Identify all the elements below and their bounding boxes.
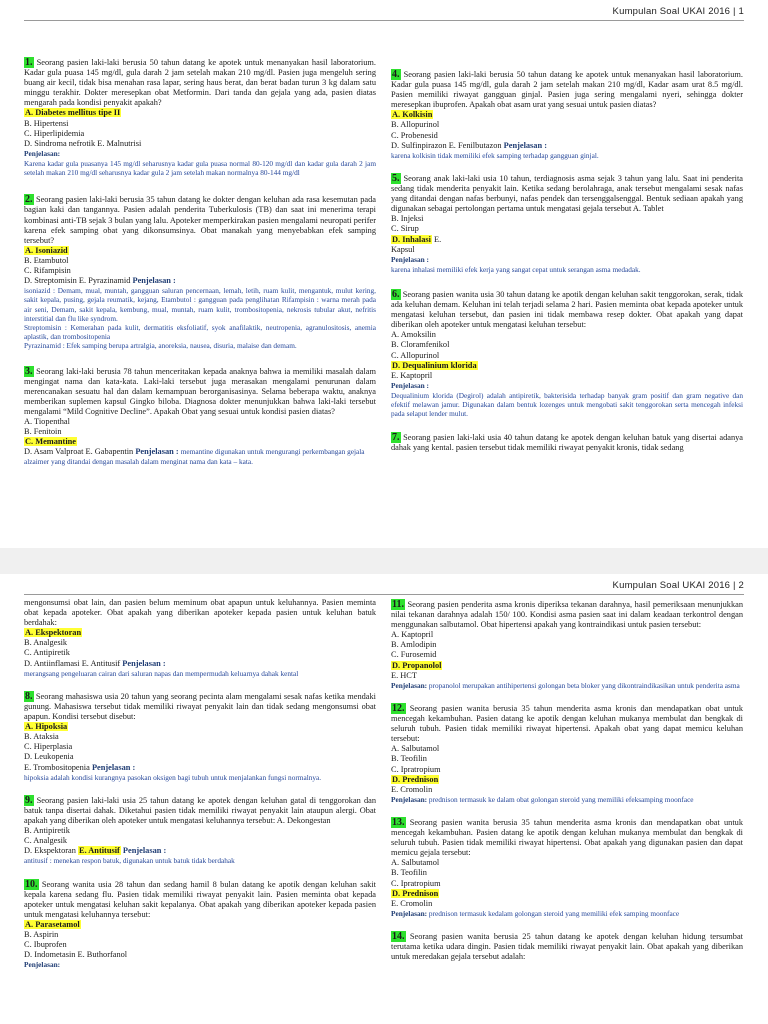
- option: B. Analgesik: [24, 638, 68, 648]
- question-5: [391, 174, 743, 274]
- question-number: 5.: [392, 172, 400, 184]
- question-stem: Seorang pasien wanita berusia 35 tahun menderita asma kronis dan mendapatkan obat untuk mencegah kekambuhan. Pasien datang ke apotik dengan keluhan mukanya membulat dan bengkak di seluruh tubuh. Pasien tidak memiliki riwayat hipertensi. Obat apakah yang digunakan pasien dan dapat memicu gejala tersebut:: [391, 818, 743, 858]
- answer-option: A. Kolkisin: [392, 110, 433, 120]
- option: E. Kaptopril: [391, 370, 433, 380]
- option: A. Amoksilin: [391, 330, 436, 340]
- right-column: [391, 600, 743, 971]
- question-14: [391, 932, 743, 962]
- option: B. Allopurinol: [391, 120, 440, 130]
- question-number: 10.: [25, 878, 38, 890]
- question-6: [391, 290, 743, 419]
- explanation: propanolol merupakan antihipertensi golongan beta bloker yang dikontraindikasikan untuk penderita asma: [428, 680, 740, 690]
- option: C. Probenesid: [391, 130, 438, 140]
- explanation-label: Penjelasan :: [91, 762, 136, 772]
- explanation: isoniazid : Demam, mual, muntah, gangguan saluran pencernaan, lemah, letih, ruam kulit, mengantuk, mulut kering, sakit kepala, pusing, gejala reumatik, kejang, Etambutol : gangguan pada penglihatan Rifampisin : warna merah pada air seni, Demam, sakit kepala, kembung, mual, muntah, ruam kulit, trombositopenia, nekrosis tubular akut, nefritis interstitial dan flu like syndrom.: [24, 286, 376, 323]
- option: C. Sirup: [391, 224, 419, 234]
- option: D. Streptomisin E. Pyrazinamid: [24, 276, 131, 286]
- question-stem: Seorang pasien laki-laki berusia 50 tahun datang ke apotek untuk menanyakan hasil laboratorium. Kadar gula puasa 145 mg/dl, gula darah 2 jam setelah makan 210 mg/dl, Kadar asam urat 8.5 mg/dl. Pasien memiliki riwayat gangguan ginjal. Pasien juga sering mengalami nyeri, sehingga dokter meresepkan ibuprofen. Apakah obat asam urat yang sesuai untuk pasien diatas?: [391, 70, 743, 110]
- question-7-continued: [24, 598, 376, 678]
- explanation-label: Penjelasan:: [391, 794, 428, 804]
- answer-option: A. Parasetamol: [25, 919, 80, 929]
- question-stem: Seorang pasien penderita asma kronis diperiksa tekanan darahnya, hasil pemeriksaan menunjukkan nilai tekanan darahnya adalah 150/ 100. Kondisi asma pasien saat ini dalam keadaan terkontrol dengan menggunakan salbutamol. Obat hipertensi apakah yang kontraindikasi untuk pasien tersebut:: [391, 600, 743, 630]
- option: A. Salbutamol: [391, 744, 440, 754]
- right-column: [391, 70, 743, 462]
- header-rule: [24, 20, 744, 21]
- option: D. Sindroma nefrotik E. Malnutrisi: [24, 138, 142, 148]
- question-13: [391, 818, 743, 918]
- explanation: antitusif : menekan respon batuk, digunakan untuk batuk tidak berdahak: [24, 856, 235, 866]
- option: C. Analgesik: [24, 836, 68, 846]
- explanation-label: Penjelasan :: [391, 380, 429, 390]
- explanation: Streptomisin : Kemerahan pada kulit, dermatitis eksfoliatif, syok anafilaktik, neutropenia, agranulositosis, anemia aplastik, dan trombositopenia: [24, 323, 376, 342]
- question-stem: Seorang pasien laki-laki berusia 50 tahun datang ke apotek untuk menanyakan hasil laboratorium. Kadar gula puasa 145 mg/dl, gula darah 2 jam setelah makan 210 mg/dl. Pasien juga mengeluh sering buang air kecil, tidak bisa menahan rasa lapar, sering haus berat, dan berat badan turun 3 kg dalam satu minggu terakhir. Dokter meresepkan obat Metformin. Dari tanda dan gejala yang ada, pasien diatas mengarah pada kondisi penyakit apakah?: [24, 58, 376, 108]
- explanation-label: Penjelasan:: [391, 680, 428, 690]
- option: C. Ibuprofen: [24, 940, 67, 950]
- question-8: [24, 692, 376, 782]
- question-7: [391, 433, 743, 453]
- question-stem: Seorang mahasiswa usia 20 tahun yang seorang pecinta alam mengalami sesak nafas ketika mendaki gunung. Mahasiswa tersebut tidak memiliki riwayat penyakit lain dan tidak sedang mengonsumsi obat apapun. Kondisi tersebut disebut:: [24, 691, 376, 722]
- question-3: [24, 367, 376, 468]
- question-2: [24, 195, 376, 350]
- question-stem: Seorang pasien wanita berusia 25 tahun datang ke apotek dengan keluhan hidung tersumbat terutama ketika udara dingin. Pasien tidak memiliki riwayat penyakit lain. Obat apakah yang diberikan untuk meredakan gejala tersebut adalah:: [391, 932, 743, 962]
- option: B. Etambutol: [24, 255, 69, 265]
- question-number: 2.: [25, 194, 33, 206]
- option: D. Sulfinpirazon E. Fenilbutazon: [391, 140, 502, 150]
- question-number: 11.: [392, 599, 404, 610]
- option: E. Cromolin: [391, 898, 433, 908]
- answer-option: C. Memantine: [25, 437, 76, 447]
- option: A. Tablet: [632, 204, 664, 214]
- option: D. Ekspektoran: [24, 846, 76, 856]
- option: A. Kaptopril: [391, 630, 434, 640]
- explanation: Pyrazinamid : Efek samping berupa artralgia, anoreksia, nausea, disuria, malaise dan demam.: [24, 341, 297, 351]
- answer-option: E. Antitusif: [79, 846, 120, 856]
- page-gap: [0, 548, 768, 574]
- option: B. Cloramfenikol: [391, 340, 450, 350]
- option: Kapsul: [391, 244, 415, 254]
- explanation-label: Penjelasan :: [391, 254, 429, 264]
- question-stem: Seorang anak laki-laki usia 10 tahun, terdiagnosis asma sejak 3 tahun yang lalu. Saat ini penderita sedang tidak menderita penyakit lain. Ketika sedang berolahraga, anak tersebut mengalami sesak nafas yang ditandai dengan nafas berbunyi, nafas pendek dan tersenggalsenggal. Bentuk sediaan apakah yang digunakan sebagai pertolongan pertama untuk mengatasi gejala tersebut: [391, 173, 743, 214]
- option: B. Aspirin: [24, 930, 59, 940]
- option: B. Amlodipin: [391, 640, 437, 650]
- answer-option: A. Hipoksia: [25, 722, 68, 732]
- explanation: Dequalinium klorida (Degirol) adalah antipiretik, bakterisida terhadap banyak gram positif dan gram negative dan efektif melawan jamur. Digunakan dalam bentuk lozenges untuk mengobati sakit tenggorokan serta mencegah infeksi pada selaput lender mulut.: [391, 390, 743, 419]
- option: B. Teofilin: [391, 754, 427, 764]
- question-stem: Seorang laki-laki berusia 78 tahun menceritakan kepada anaknya bahwa ia memiliki masalah dalam mengingat nama dan kata-kata. Laki-laki tersebut juga merasakan mengalami penurunan dalam merencanakan sesuatu hal dan dalam kemampuan berorganisasinya. Selama beberapa waktu, anaknya memberikan suplemen kapsul Gingko biloba. Diagnosa dokter menunjukkan bahwa laki-laki tersebut mengalami “Mild Cognitive Decline”. Apakah Obat yang sesuai untuk kondisi pasien diatas?: [24, 366, 376, 416]
- option: D. Asam Valproat E. Gabapentin: [24, 447, 134, 457]
- option: B. Teofilin: [391, 868, 427, 878]
- explanation-label: Penjelasan :: [503, 140, 547, 150]
- left-column: [24, 598, 376, 979]
- explanation: merangsang pengeluaran cairan dari saluran napas dan mempermudah keluarnya dahak kental: [24, 668, 299, 678]
- answer-option: A. Isoniazid: [25, 245, 68, 255]
- explanation-label: Penjelasan :: [122, 658, 166, 668]
- explanation-label: Penjelasan :: [135, 447, 179, 457]
- option: C. Hiperplasia: [24, 742, 73, 752]
- question-number: 8.: [25, 690, 33, 702]
- answer-option: D. Inhalasi: [392, 234, 431, 244]
- explanation: prednison termasuk kedalam golongan steroid yang memiliki efek samping moonface: [428, 908, 680, 918]
- explanation: prednison termasuk ke dalam obat golongan steroid yang memiliki efeksamping moonface: [428, 794, 694, 804]
- question-number: 6.: [392, 289, 400, 300]
- answer-option: D. Propanolol: [392, 660, 442, 670]
- option: A. Tiopenthal: [24, 417, 70, 427]
- question-number: 4.: [392, 69, 400, 80]
- explanation-label: Penjelasan :: [132, 276, 176, 286]
- option: C. Ipratropium: [391, 878, 441, 888]
- option: E. HCT: [391, 670, 417, 680]
- question-stem: Seorang pasien wanita berusia 35 tahun menderita asma kronis dan mendapatkan obat untuk mencegah kekambuhan. Pasien datang ke apotik dengan keluhan mukanya membulat dan bengkak di seluruh tubuh. Pasien tidak memiliki riwayat hipertensi. Apakah obat yang dapat memicu keluhan tersebut:: [391, 703, 743, 744]
- explanation: hipoksia adalah kondisi kurangnya pasokan oksigen bagi tubuh untuk menjalankan fungsi normalnya.: [24, 772, 322, 782]
- option: D. Indometasin E. Buthorfanol: [24, 950, 128, 960]
- question-11: [391, 600, 743, 690]
- option: B. Antipiretik: [24, 826, 70, 836]
- option: E.: [434, 234, 442, 244]
- explanation-label: Penjelasan:: [391, 908, 428, 918]
- option: C. Allopurinol: [391, 350, 440, 360]
- answer-option: D. Prednison: [392, 888, 439, 898]
- explanation: karena inhalasi memiliki efek kerja yang sangat cepat untuk serangan asma medadak.: [391, 264, 641, 274]
- question-10: [24, 880, 376, 971]
- option: C. Hiperlipidemia: [24, 128, 85, 138]
- question-stem: mengonsumsi obat lain, dan pasien belum meminum obat apapun untuk keluhannya. Pasien meminta obat kepada apoteker. Obat apakah yang diberikan apoteker kepada pasien untuk keluhan batuk berdahak:: [24, 598, 376, 628]
- option: B. Fenitoin: [24, 427, 62, 437]
- question-stem: Seorang pasien laki-laki berusia 35 tahun datang ke dokter dengan keluhan ada rasa kesemutan pada bagian kaki dan tangannya. Pasien adalah penderita Tuberkulosis (TB) dan saat ini menerima terapi kombinasi anti-TB sejak 3 bulan yang lalu. Apoteker memperkirakan pasien mengalami neuropati perifer karena efek samping obat yang dikonsumsinya. Obat manakah yang menyebabkan efek samping tersebut?: [24, 195, 376, 245]
- option: C. Rifampisin: [24, 266, 71, 275]
- question-9: [24, 796, 376, 866]
- question-stem: Seorang pasien laki-laki usia 25 tahun datang ke apotek dengan keluhan gatal di tenggorokan dan batuk tanpa disertai dahak. Diketahui pasien tidak memiliki riwayat penyakit lain ataupun alergi. Obat apakah yang diberikan oleh apoteker untuk mengatasi keluhannya tersebut:: [24, 795, 376, 825]
- option: C. Antipiretik: [24, 648, 70, 658]
- explanation-label: Penjelasan:: [24, 960, 61, 970]
- answer-option: A. Ekspektoran: [25, 628, 82, 638]
- answer-option: A. Diabetes mellitus tipe II: [25, 108, 121, 118]
- header-rule: [24, 594, 744, 595]
- option: B. Hipertensi: [24, 118, 69, 128]
- explanation: memantine digunakan untuk mengurangi perkembangan gejala alzaimer yang ditandai dengan masalah dalam menginat nama dan kata – kata.: [24, 447, 365, 467]
- answer-option: D. Dequalinium klorida: [392, 360, 477, 370]
- option: B. Ataksia: [24, 732, 59, 742]
- question-1: [24, 58, 376, 177]
- explanation-label: Penjelasan :: [122, 846, 167, 856]
- question-stem: Seorang pasien wanita usia 30 tahun datang ke apotik dengan keluhan sakit tenggorokan, serak, tidak ada keluhan demam. Keluhan ini telah terjadi selama 2 hari. Pasien meminta obat kepada apoteker untuk mengatasi keluhan tersebut, dan pasien ini tidak membawa resep dokter. Obat apakah yang dapat diberikan oleh apoteker untuk mengatasi keluhan tersebut:: [391, 290, 743, 330]
- explanation: Karena kadar gula puasanya 145 mg/dl seharusnya kadar gula puasa normal 80-120 mg/dl dan kadar gula darah 2 jam setelah makan 210 mg/dl seharusnya kadar gula 2 jam setelah makan normalnya 80-144 mg/dl: [24, 158, 376, 178]
- option: D. Antiinflamasi E. Antitusif: [24, 658, 121, 668]
- answer-option: D. Prednison: [392, 774, 439, 784]
- explanation-label: Penjelasan:: [24, 148, 61, 158]
- option: E. Trombositopenia: [24, 762, 90, 772]
- document-page-2: [0, 574, 768, 1024]
- option: E. Cromolin: [391, 784, 433, 794]
- question-number: 1.: [25, 57, 33, 68]
- question-stem: Seorang wanita usia 28 tahun dan sedang hamil 8 bulan datang ke apotik dengan keluhan sakit kepala karena sedang flu. Pasien tidak memiliki riwayat penyakit lain. Pasien meminta obat kepada apoteker untuk mengatasi keluhan sakit kepalanya. Obat apakah yang diberikan apoteker kepada pasien untuk mengatasi keluhannya tersebut:: [24, 879, 376, 919]
- explanation: karena kolkisin tidak memiliki efek samping terhadap gangguan ginjal.: [391, 150, 599, 160]
- question-number: 13.: [392, 817, 405, 828]
- question-12: [391, 704, 743, 804]
- question-number: 7.: [392, 431, 400, 443]
- question-number: 14.: [392, 931, 405, 943]
- question-number: 12.: [392, 702, 405, 714]
- page-header: Kumpulan Soal UKAI 2016 | 1: [612, 6, 744, 17]
- option: B. Injeksi: [391, 214, 424, 224]
- question-number: 3.: [25, 365, 33, 377]
- option: C. Furosemid: [391, 650, 437, 660]
- option: A. Salbutamol: [391, 858, 440, 868]
- left-column: [24, 58, 376, 477]
- page-header: Kumpulan Soal UKAI 2016 | 2: [612, 580, 744, 591]
- question-number: 9.: [25, 794, 33, 806]
- option: D. Leukopenia: [24, 752, 74, 762]
- question-4: [391, 70, 743, 160]
- option: A. Dekongestan: [276, 816, 331, 825]
- option: C. Ipratropium: [391, 764, 441, 774]
- question-stem: Seorang pasien laki-laki usia 40 tahun datang ke apotek dengan keluhan batuk yang disertai adanya dahak yang kental. pasien tersebut tidak memiliki riwayat penyakit kronis, tidak sedang: [391, 432, 743, 452]
